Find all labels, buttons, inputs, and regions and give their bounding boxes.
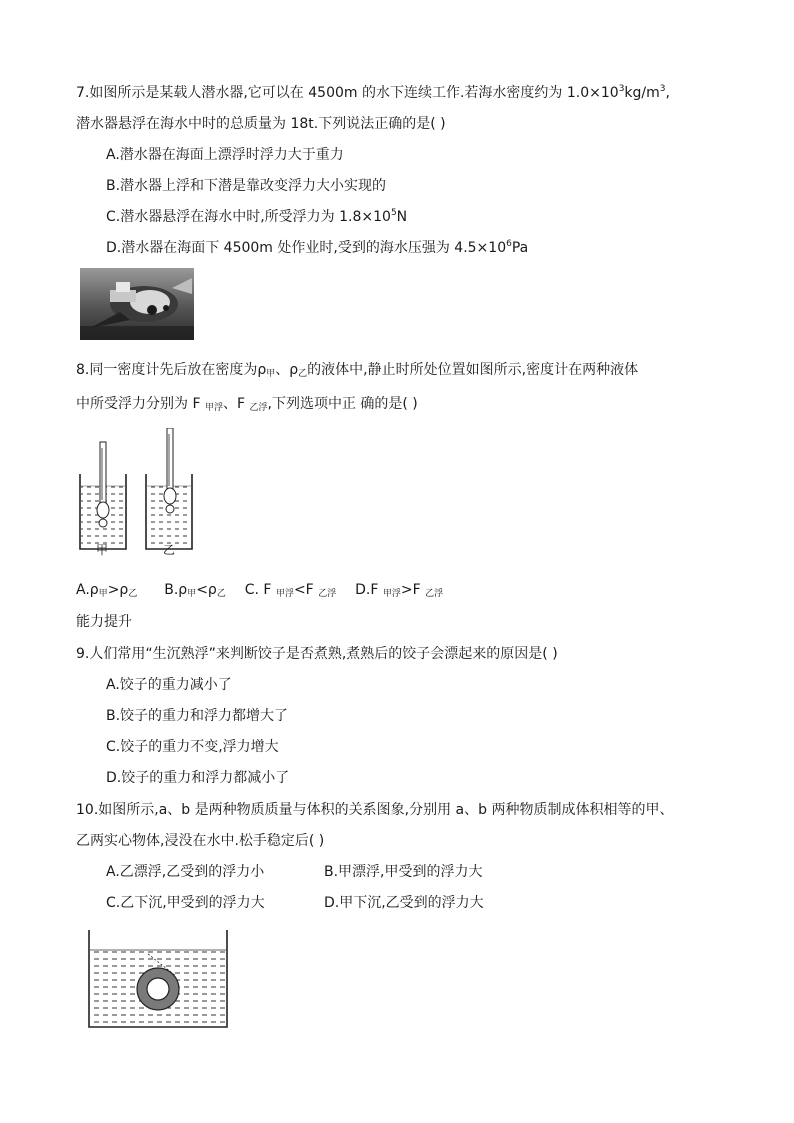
q10-stem-line1: 10.如图所示,a、b 是两种物质质量与体积的关系图象,分别用 a、b 两种物质制成体积相等的甲、 [76, 802, 674, 818]
q8-option-a: $A.\rho_甲>\rho_乙$ [76, 582, 138, 599]
q8-option-b: $B.\rho_甲<\rho_乙$ [164, 582, 226, 599]
figure-label-left: 甲 [96, 543, 109, 557]
q9-option-d: D.饺子的重力和浮力都减小了 [106, 770, 290, 786]
q8-option-c: C. F $_{甲浮}$<F $_{乙浮}$ [244, 582, 337, 599]
q7-stem-line2: 潜水器悬浮在海水中时的总质量为 18t.下列说法正确的是( ) [76, 116, 446, 132]
q9-option-b: B.饺子的重力和浮力都增大了 [106, 708, 289, 724]
figure-label-right: 乙 [163, 543, 176, 557]
q10-stem-line2: 乙两实心物体,浸没在水中.松手稳定后( ) [76, 833, 325, 849]
q8-options [76, 580, 443, 600]
q8-stem-line2: 中所受浮力分别为 F $_{甲浮}$、F $_{乙浮}$,下列选项中正 确的是( ) [76, 396, 418, 413]
q7-option-d: D.潜水器在海面下 4500m 处作业时,受到的海水压强为 $4.5\times 10^6Pa$ [106, 239, 529, 256]
q10-option-b: B.甲漂浮,甲受到的浮力大 [324, 864, 483, 880]
q10-option-a: A.乙漂浮,乙受到的浮力小 [106, 864, 265, 880]
q9-option-a: A.饺子的重力减小了 [106, 677, 232, 693]
q10-option-d: D.甲下沉,乙受到的浮力大 [324, 895, 484, 911]
q9-stem: 9.人们常用“生沉熟浮”来判断饺子是否煮熟,煮熟后的饺子会漂起来的原因是( ) [76, 646, 558, 662]
submersible-photo [80, 268, 194, 340]
water-tank-figure [84, 928, 232, 1032]
q8-option-d: D.F $_{甲浮}$>F $_{乙浮}$ [355, 582, 444, 599]
q10-option-c: C.乙下沉,甲受到的浮力大 [106, 895, 265, 911]
section-heading: 能力提升 [76, 614, 132, 630]
q7-option-c: C.潜水器悬浮在海水中时,所受浮力为 $1.8\times 10^5N$ [106, 208, 408, 225]
q8-stem-line1: 8.同一密度计先后放在密度为$\rho_甲$、$\rho_乙$的液体中,静止时所处位置如图所示,密度计在两种液体 [76, 362, 639, 379]
q7-option-b: B.潜水器上浮和下潜是靠改变浮力大小实现的 [106, 178, 387, 194]
q7-stem-line1: 7.如图所示是某载人潜水器,它可以在 4500m 的水下连续工作.若海水密度约为 $1.0\times 10^3kg/m^3$, [76, 84, 670, 101]
q9-option-c: C.饺子的重力不变,浮力增大 [106, 739, 279, 755]
q7-option-a: A.潜水器在海面上漂浮时浮力大于重力 [106, 147, 344, 163]
